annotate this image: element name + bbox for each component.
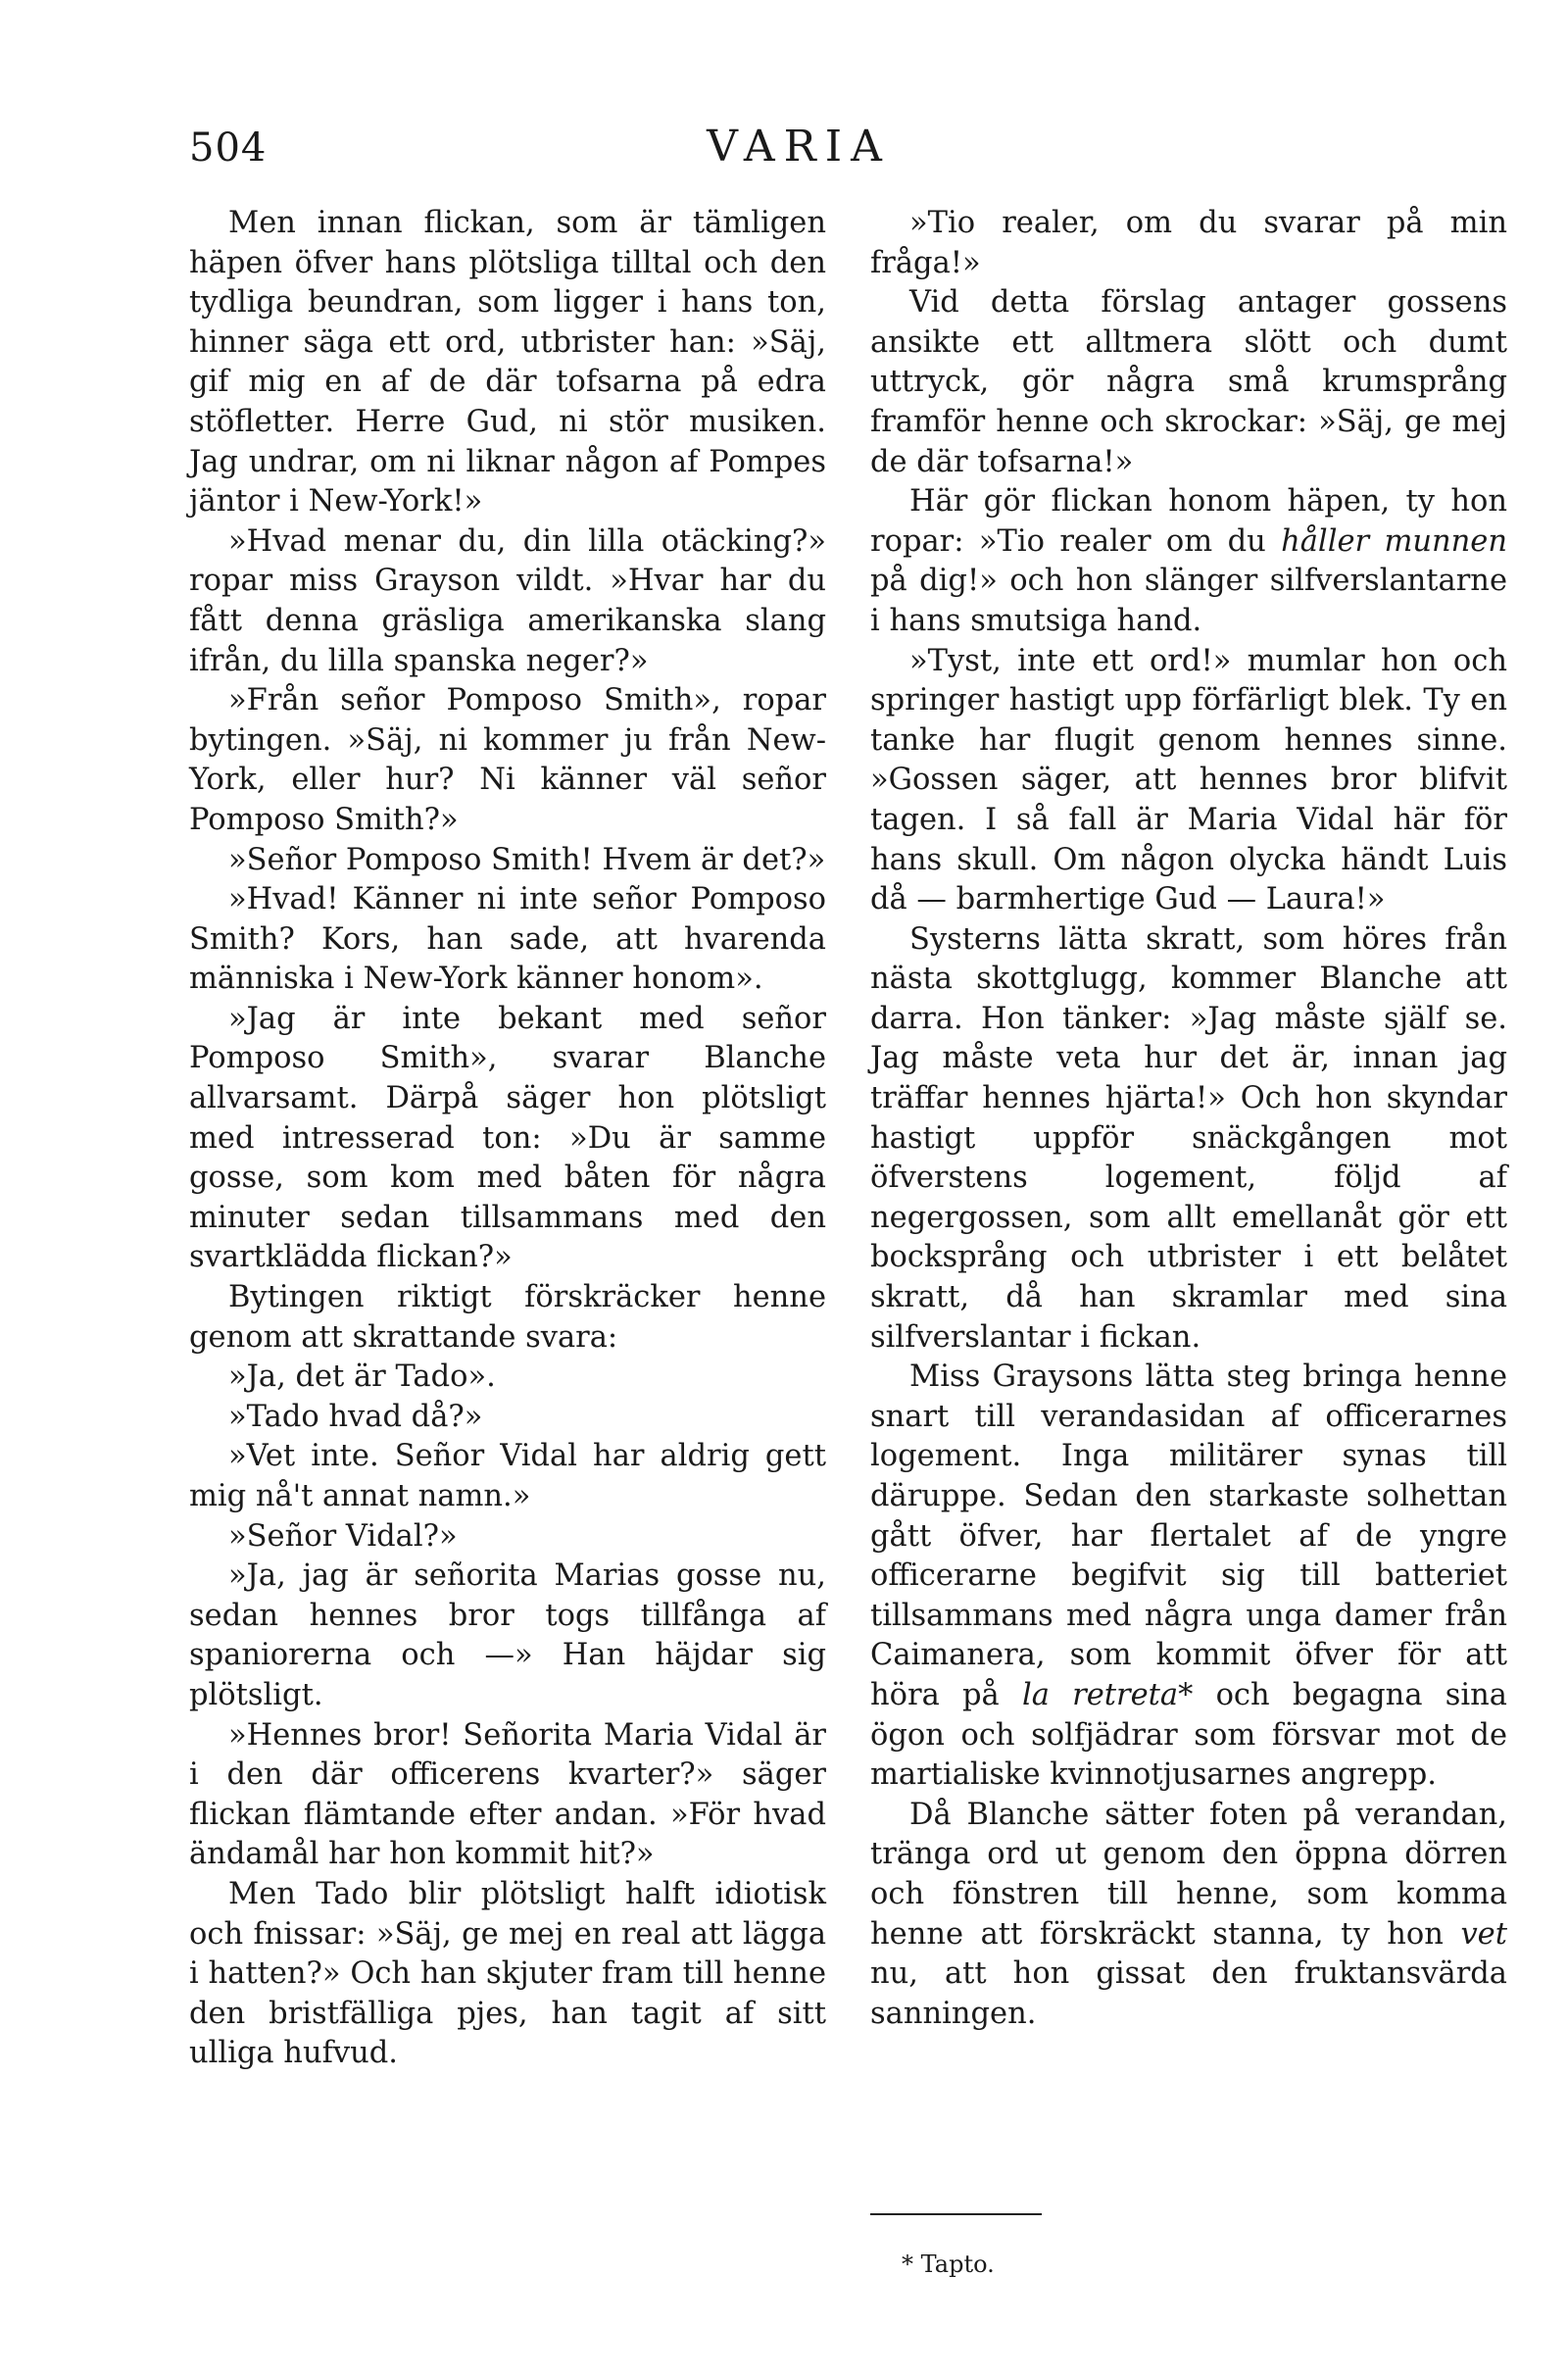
paragraph: »Tio realer, om du svarar på min fråga!» (870, 206, 1507, 280)
paragraph: »Jag är inte bekant med señor Pomposo Smith», svarar Blanche allvarsamt. Därpå säger hon plötsligt med intresserad ton: »Du är samme gosse, som kom med båten för några minuter sedan tillsammans med den svartklädda flickan?» (189, 1001, 826, 1275)
paragraph: »Hennes bror! Señorita Maria Vidal är i den där officerens kvarter?» säger flickan flämtande efter andan. »För hvad ändamål har hon kommit hit?» (189, 1717, 826, 1872)
paragraph (870, 1358, 1507, 1796)
left-column (189, 204, 826, 2074)
paragraph: Men Tado blir plötsligt halft idiotisk och fnissar: »Säj, ge mej en real att lägga i hatten?» Och han skjuter fram till henne den bristfälliga pjes, han tagit af sitt ulliga hufvud. (189, 1876, 826, 2071)
paragraph (870, 1796, 1507, 2035)
paragraph: »Señor Vidal?» (228, 1518, 458, 1554)
paragraph: Men innan flickan, som är tämligen häpen öfver hans plötsliga tilltal och den tydliga beundran, som ligger i hans ton, hinner säga ett ord, utbrister han: »Säj, gif mig en af de där tofsarna på edra stöfletter. Herre Gud, ni stör musiken. Jag undrar, om ni liknar någon af Pompes jäntor i New-York!» (189, 206, 826, 519)
paragraph: »Tyst, inte ett ord!» mumlar hon och springer hastigt upp förfärligt blek. Ty en tanke har flugit genom hennes sinne. »Gossen säger, att hennes bror blifvit tagen. I så fall är Maria Vidal här för hans skull. Om någon olycka händt Luis då — barmhertige Gud — Laura!» (870, 643, 1507, 917)
italic-phrase: vet (1460, 1916, 1507, 1952)
paragraph-text: Här gör flickan honom häpen, ty hon ropar: »Tio realer om du (870, 484, 1507, 559)
italic-phrase: håller munnen (1281, 523, 1507, 559)
paragraph: »Från señor Pomposo Smith», ropar bytingen. »Säj, ni kommer ju från New-York, eller hur? Ni känner väl señor Pomposo Smith?» (189, 683, 826, 837)
paragraph: »Vet inte. Señor Vidal har aldrig gett mig nå't annat namn.» (189, 1439, 826, 1513)
paragraph: »Hvad menar du, din lilla otäcking?» ropar miss Grayson vildt. »Hvar har du fått denna gräsliga amerikanska slang ifrån, du lilla spanska neger?» (189, 523, 826, 678)
paragraph: Vid detta förslag antager gossens ansikte ett alltmera slött och dumt uttryck, gör några små krumsprång framför henne och skrockar: »Säj, ge mej de där tofsarna!» (870, 285, 1507, 479)
paragraph: Systerns lätta skratt, som höres från nästa skottglugg, kommer Blanche att darra. Hon tänker: »Jag måste själf se. Jag måste veta hur det är, innan jag träffar hennes hjärta!» Och hon skyndar hastigt uppför snäckgången mot öfverstens logement, följd af negergossen, som allt emellanåt gör ett bocksprång och utbrister i ett belåtet skratt, då han skramlar med sina silfverslantar i fickan. (870, 921, 1507, 1355)
page-number: 504 (189, 125, 268, 171)
footnote-marker: * (1178, 1677, 1194, 1712)
italic-phrase: la retreta (1021, 1677, 1179, 1712)
paragraph (870, 482, 1507, 641)
footnote: * Tapto. (902, 2250, 995, 2278)
paragraph-text: nu, att hon gissat den fruktansvärda sanningen. (870, 1956, 1507, 2031)
paragraph: »Señor Pomposo Smith! Hvem är det?» (228, 842, 826, 877)
paragraph-text: Då Blanche sätter foten på verandan, tränga ord ut genom den öppna dörren och fönstren till henne, som komma henne att förskräckt stanna, ty hon (870, 1797, 1507, 1952)
paragraph-text: och begagna sina ögon och solfjädrar som försvar mot de martialiske kvinnotjusarnes angrepp. (870, 1677, 1507, 1793)
paragraph: »Tado hvad då?» (228, 1399, 483, 1434)
paragraph: »Ja, jag är señorita Marias gosse nu, sedan hennes bror togs tillfånga af spaniorerna och —» Han häjdar sig plötsligt. (189, 1558, 826, 1712)
paragraph-text: på dig!» och hon slänger silfverslantarne i hans smutsiga hand. (870, 564, 1507, 638)
footnote-rule (870, 2213, 1042, 2215)
paragraph: »Ja, det är Tado». (228, 1360, 496, 1395)
right-column (870, 204, 1507, 2034)
paragraph: »Hvad! Känner ni inte señor Pomposo Smith? Kors, han sade, att hvarenda människa i New-York känner honom». (189, 882, 826, 997)
paragraph-text: Miss Graysons lätta steg bringa henne snart till verandasidan af officerarnes logement. Inga militärer synas till däruppe. Sedan den starkaste solhettan gått öfver, har flertalet af de yngre officerarne begifvit sig till batteriet tillsammans med några unga damer från Caimanera, som kommit öfver för att höra på (870, 1360, 1507, 1712)
paragraph: Bytingen riktigt förskräcker henne genom att skrattande svara: (189, 1280, 826, 1355)
running-head: VARIA (707, 122, 891, 172)
